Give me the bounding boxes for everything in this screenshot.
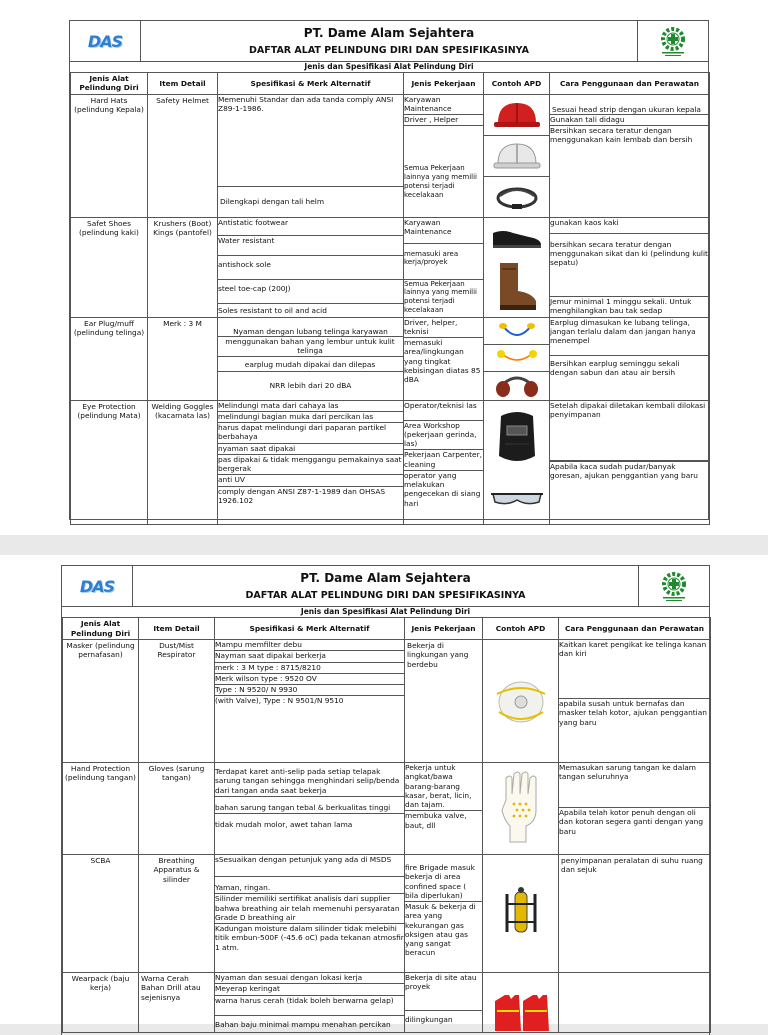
care-line: apabila susah untuk bernafas dan masker telah kotor, ajukan penggantian yang baru: [559, 698, 710, 727]
table-header-row: [71, 73, 710, 95]
ppe-table-2: [62, 617, 711, 1033]
earplug-yellow-photo: [484, 345, 549, 372]
spec-line: Nyaman dan sesuai dengan lokasi kerja: [215, 973, 404, 984]
ppe-care: penyimpanan peralatan di suhu ruang dan sejuk: [559, 855, 711, 973]
ppe-item: Warna Cerah Bahan Drill atau sejenisnya: [139, 973, 215, 1033]
ppe-example: [483, 640, 559, 763]
spec-line: NRR lebih dari 20 dBA: [269, 380, 352, 390]
ppe-type: Hard Hats (pelindung Kepala): [71, 94, 148, 217]
k3-safety-logo: [637, 21, 708, 61]
care-line: Apabila telah kotor penuh dengan oli dan kotoran segera ganti dengan yang baru: [559, 807, 710, 836]
col-header-item: Item Detail: [139, 618, 215, 640]
ppe-care: [559, 640, 711, 763]
wearpack-photo: [483, 973, 558, 1031]
ppe-sheet-1: [69, 20, 709, 520]
ppe-example: [484, 217, 550, 317]
ppe-work: [404, 317, 484, 400]
table-row: [63, 763, 711, 855]
spec-line: Bahan baju minimal mampu menahan percikan: [215, 1019, 391, 1029]
ppe-work: [405, 763, 483, 855]
sheet-header: [62, 566, 709, 607]
company-name: PT. Dame Alam Sejahtera: [303, 26, 475, 40]
ppe-type: Hand Protection (pelindung tangan): [63, 763, 139, 855]
spec-line: Merk wilson type : 9520 OV: [215, 674, 404, 685]
spec-line: Memenuhi Standar dan ada tanda comply ANSI Z89-1-1986.: [218, 95, 403, 187]
ppe-care: [559, 763, 711, 855]
head-harness-photo: [484, 177, 549, 217]
ppe-example: [483, 855, 559, 973]
hard-hat-red-photo: [484, 95, 549, 136]
table-row: [71, 94, 710, 217]
ppe-spec: [215, 855, 405, 973]
ppe-work: [404, 217, 484, 317]
spec-line: Water resistant: [218, 236, 403, 256]
spec-line: anti UV: [218, 475, 403, 486]
work-line: Pekerja untuk angkat/bawa barang-barang kasar, berat, licin, dan tajam.: [405, 763, 482, 811]
spec-line: Dilengkapi dengan tali helm: [220, 196, 325, 206]
table-row: [71, 217, 710, 317]
col-header-work: Jenis Pekerjaan: [405, 618, 483, 640]
sheet-subtitle: Jenis dan Spesifikasi Alat Pelindung Diri: [70, 61, 708, 73]
ppe-example: [483, 763, 559, 855]
ppe-spec: [218, 94, 404, 217]
spec-line: sSesuaikan dengan petunjuk yang ada di MSDS: [215, 855, 404, 877]
ppe-type: Safet Shoes (pelindung kaki): [71, 217, 148, 317]
work-line: Semua Pekerjaan lainnya yang memilii potensi terjadi kecelakaan: [404, 164, 477, 199]
table-row: [63, 640, 711, 763]
spec-line: Melindungi mata dari cahaya las: [218, 401, 403, 412]
ppe-work: [404, 400, 484, 524]
col-header-spec: Spesifikasi & Merk Alternatif: [215, 618, 405, 640]
col-header-care: Cara Penggunaan dan Perawatan: [550, 73, 710, 95]
spec-line: tidak mudah molor, awet tahan lama: [215, 820, 353, 829]
spec-line: Antistatic footwear: [218, 218, 403, 236]
ppe-spec: [215, 640, 405, 763]
care-line: Earplug dimasukan ke lubang telinga, jangan terlalu dalam dan jangan hanya menempel: [550, 318, 709, 356]
ppe-work: Bekerja di lingkungan yang berdebu: [405, 640, 483, 763]
earmuff-photo: [484, 372, 549, 400]
care-line: bersihkan secara teratur dengan menggunakan sikat dan ki (pelindung kulit sepatu): [550, 234, 709, 297]
col-header-care: Cara Penggunaan dan Perawatan: [559, 618, 711, 640]
scba-set-photo: [483, 855, 558, 971]
ppe-work: [404, 94, 484, 217]
company-logo: DAS: [62, 566, 133, 606]
table-row: [63, 855, 711, 973]
work-line: fire Brigade masuk bekerja di area confined space ( bila diperlukan): [405, 855, 482, 902]
document-page-2: [0, 555, 768, 1029]
spec-line: bahan sarung tangan tebal & berkualitas tinggi: [215, 797, 404, 814]
work-line: Karyawan Maintenance: [404, 218, 483, 244]
spec-line: pas dipakai & tidak menggangu pemakainya saat bergerak: [218, 455, 403, 476]
work-line: Masuk & bekerja di area yang kekurangan gas oksigen atau gas yang sangat beracun: [405, 902, 476, 958]
ppe-table-1: [70, 72, 710, 525]
ppe-work: [405, 855, 483, 973]
earplug-corded-photo: [484, 318, 549, 345]
work-line: Bekerja di site atau proyek: [405, 973, 482, 1011]
spec-line: merk : 3 M type : 8715/8210: [215, 663, 404, 674]
work-line: memasuki area kerja/proyek: [404, 244, 483, 280]
work-line: Pekerjaan Carpenter, cleaning: [404, 450, 483, 471]
col-header-example: Contoh APD: [484, 73, 550, 95]
care-line: Sesuai head strip dengan ukuran kepala: [552, 104, 701, 114]
safety-shoe-photo: [484, 218, 549, 258]
work-line: Operator/teknisi las: [404, 401, 483, 421]
col-header-spec: Spesifikasi & Merk Alternatif: [218, 73, 404, 95]
work-line: memasuki area/lingkungan yang tingkat kebisingan diatas 85 dBA: [404, 338, 481, 384]
care-line: Kaitkan karet pengikat ke telinga kanan dan kiri: [559, 640, 707, 659]
hard-hat-white-photo: [484, 136, 549, 177]
care-line: Gunakan tali didagu: [550, 114, 709, 126]
safety-boot-photo: [484, 258, 549, 316]
ppe-care: [550, 217, 710, 317]
care-line: Bersihkan secara teratur dengan menggunakan kain lembab dan bersih: [550, 126, 693, 145]
dust-respirator-photo: [483, 640, 558, 760]
col-header-work: Jenis Pekerjaan: [404, 73, 484, 95]
table-row: [71, 400, 710, 524]
spec-line: antishock sole: [218, 256, 403, 280]
spec-line: Nayman saat dipakai berkerja: [215, 651, 404, 662]
spec-line: nyaman saat dipakai: [218, 444, 403, 455]
ppe-item: Safety Helmet: [148, 94, 218, 217]
spec-line: Yaman, ringan.: [215, 877, 404, 894]
spec-line: warna harus cerah (tidak boleh berwarna gelap): [215, 996, 404, 1016]
spec-line: Type : N 9520/ N 9930: [215, 685, 404, 696]
ppe-item: Dust/Mist Respirator: [139, 640, 215, 763]
ppe-spec: [215, 763, 405, 855]
work-line: Driver, helper, teknisi: [404, 318, 483, 339]
col-header-example: Contoh APD: [483, 618, 559, 640]
work-line: Driver , Helper: [404, 115, 483, 126]
spec-line: Silinder memiliki sertifikat analisis dari supplier bahwa breathing air telah memenuhi persyaratan Grade D breathing air: [215, 894, 404, 924]
ppe-spec: [218, 317, 404, 400]
table-row: [71, 317, 710, 400]
document-title: DAFTAR ALAT PELINDUNG DIRI DAN SPESIFIKASINYA: [248, 45, 530, 56]
ppe-care: [550, 400, 710, 524]
document-title: DAFTAR ALAT PELINDUNG DIRI DAN SPESIFIKASINYA: [245, 590, 526, 601]
spec-line: harus dapat melindungi dari paparan partikel berbahaya: [218, 423, 403, 444]
welding-mask-photo: [484, 401, 549, 473]
ppe-care: [550, 94, 710, 217]
work-line: Karyawan Maintenance: [404, 95, 483, 116]
ppe-sheet-2: [61, 565, 710, 1035]
sheet-subtitle: Jenis dan Spesifikasi Alat Pelindung Diri: [62, 606, 709, 618]
spec-line: Nyaman dengan lubang telinga karyawan: [233, 326, 388, 336]
ppe-example: [484, 94, 550, 217]
ppe-type: Eye Protection (pelindung Mata): [71, 400, 148, 524]
care-line: Apabila kaca sudah pudar/banyak goresan, ajukan penggantian yang baru: [550, 461, 709, 481]
work-line: operator yang melakukan pengecekan di siang hari: [404, 470, 481, 508]
care-line: Jemur minimal 1 minggu sekali. Untuk menghilangkan bau tak sedap: [550, 296, 692, 315]
safety-glasses-photo: [484, 473, 549, 521]
ppe-spec: [218, 217, 404, 317]
ppe-item: Breathing Apparatus & silinder: [139, 855, 215, 973]
k3-safety-logo: [638, 566, 709, 606]
spec-line: Terdapat karet anti-selip pada setiap telapak sarung tangan sehingga menghindari selip/benda dari tangan anda saat bekerja: [215, 763, 404, 797]
work-line: Area Workshop (pekerjaan gerinda, las): [404, 421, 483, 451]
col-header-item: Item Detail: [148, 73, 218, 95]
sheet-header: [70, 21, 708, 62]
care-line: Bersihkan earplug seminggu sekali dengan sabun dan atau air bersih: [550, 358, 680, 377]
company-name: PT. Dame Alam Sejahtera: [300, 571, 471, 585]
ppe-type: Ear Plug/muff (pelindung telinga): [71, 317, 148, 400]
ppe-item: Gloves (sarung tangan): [139, 763, 215, 855]
ppe-type: Wearpack (baju kerja): [63, 973, 139, 1033]
ppe-item: Welding Goggles (kacamata las): [148, 400, 218, 524]
dotted-gloves-photo: [483, 763, 558, 853]
work-line: Semua Pekerjaan lainnya yang memilii potensi terjadi kecelakaan: [404, 279, 477, 314]
ppe-item: Merk : 3 M: [148, 317, 218, 400]
spec-line: (with Valve), Type : N 9501/N 9510: [215, 696, 344, 706]
spec-line: Kadungan moisture dalam silinder tidak melebihi titik embun-500F (-45.6 oC) pada tekanan atmosfir 1 atm.: [215, 924, 404, 952]
ppe-type: SCBA: [63, 855, 139, 973]
ppe-item: Krushers (Boot) Kings (pantofel): [148, 217, 218, 317]
spec-line: melindungi bagian muka dari percikan las: [218, 412, 403, 423]
care-line: gunakan kaos kaki: [550, 218, 709, 234]
ppe-spec: [218, 400, 404, 524]
company-logo: DAS: [70, 21, 141, 61]
spec-line: menggunakan bahan yang lembur untuk kulit telinga: [218, 336, 403, 358]
care-line: Setelah dipakai diletakan kembali dilokasi penyimpanan: [550, 401, 709, 461]
col-header-type: Jenis Alat Pelindung Diri: [71, 73, 148, 95]
spec-line: Meyerap keringat: [215, 984, 404, 995]
care-line: Memasukan sarung tangan ke dalam tangan seluruhnya: [559, 763, 697, 782]
spec-line: Mampu memfilter debu: [215, 640, 404, 651]
ppe-type: Masker (pelindung pernafasan): [63, 640, 139, 763]
work-line: dilingkungan: [405, 1015, 453, 1024]
col-header-type: Jenis Alat Pelindung Diri: [63, 618, 139, 640]
ppe-example: [484, 400, 550, 524]
spec-line: steel toe-cap (200J): [218, 280, 403, 304]
ppe-example: [484, 317, 550, 400]
ppe-care: [550, 317, 710, 400]
spec-line: Soles resistant to oil and acid: [218, 305, 327, 315]
spec-line: earplug mudah dipakai dan dilepas: [218, 357, 403, 371]
work-line: membuka valve, baut, dll: [405, 811, 467, 830]
spec-line: comply dengan ANSI Z87-1-1989 dan OHSAS 1926.102: [218, 486, 386, 505]
table-header-row: [63, 618, 711, 640]
